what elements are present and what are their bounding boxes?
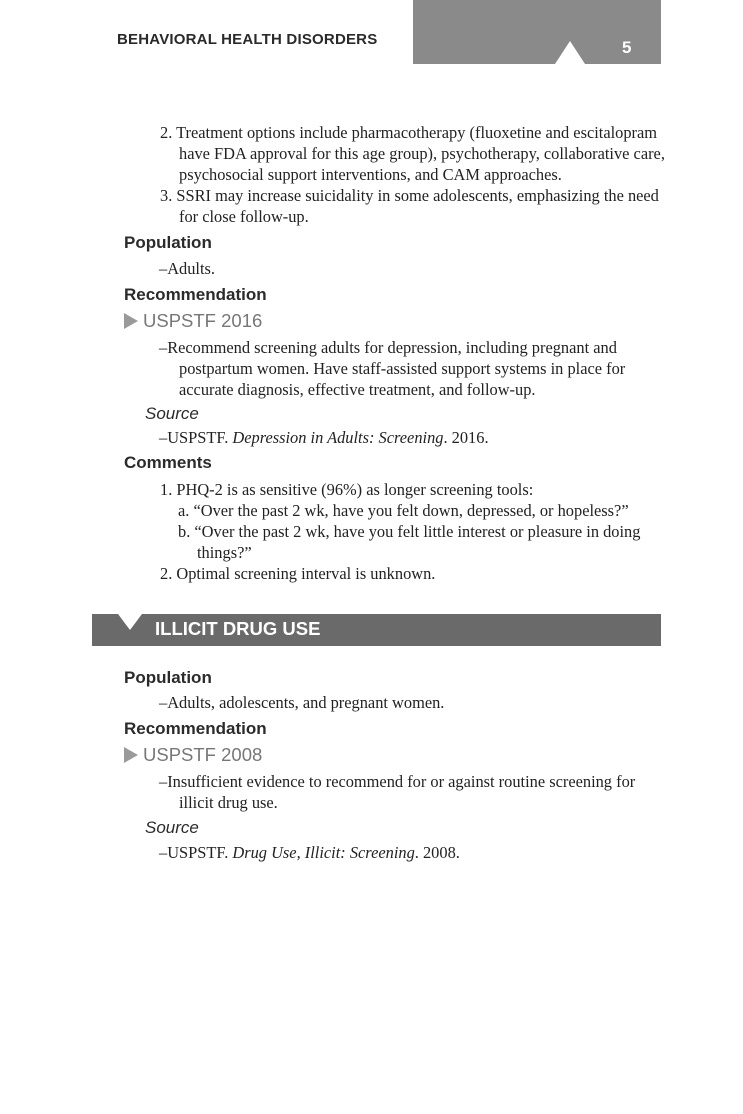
- page-number: 5: [622, 38, 632, 57]
- organization-name: USPSTF 2016: [143, 310, 263, 331]
- source-suffix: . 2016.: [443, 428, 489, 447]
- source-prefix: –USPSTF.: [159, 843, 233, 862]
- running-header-title: BEHAVIORAL HEALTH DISORDERS: [117, 31, 378, 48]
- population-text: –Adults.: [159, 259, 216, 278]
- organization-label: [124, 744, 262, 766]
- source-citation: [159, 842, 460, 863]
- source-citation: [159, 427, 489, 448]
- list-item: b. “Over the past 2 wk, have you felt little interest or pleasure in doing things?”: [178, 522, 641, 562]
- population-heading: Population: [124, 668, 212, 687]
- population-heading: Population: [124, 233, 212, 252]
- source-suffix: . 2008.: [414, 843, 460, 862]
- comments-heading: Comments: [124, 453, 212, 472]
- comments-list: [160, 479, 665, 584]
- population-text: –Adults, adolescents, and pregnant women.: [159, 693, 445, 712]
- section-title: ILLICIT DRUG USE: [155, 618, 321, 639]
- recommendation-paragraph: –Insufficient evidence to recommend for or against routine screening for illicit drug use.: [159, 772, 636, 812]
- header-notch-decoration: [555, 41, 585, 64]
- source-heading: Source: [145, 404, 199, 423]
- list-item: a. “Over the past 2 wk, have you felt down, depressed, or hopeless?”: [178, 501, 629, 520]
- list-item: 1. PHQ-2 is as sensitive (96%) as longer screening tools:: [160, 480, 534, 499]
- recommendation-text: [159, 771, 664, 813]
- list-item: 2. Optimal screening interval is unknown.: [160, 564, 436, 583]
- source-heading: Source: [145, 818, 199, 837]
- treatment-list: [160, 122, 665, 227]
- source-title: Drug Use, Illicit: Screening: [232, 843, 415, 862]
- organization-label: [124, 310, 262, 332]
- list-item: 3. SSRI may increase suicidality in some adolescents, emphasizing the need for close follow-up.: [160, 186, 659, 226]
- recommendation-heading: Recommendation: [124, 719, 267, 738]
- recommendation-heading: Recommendation: [124, 285, 267, 304]
- organization-name: USPSTF 2008: [143, 744, 263, 765]
- recommendation-text: [159, 337, 664, 400]
- triangle-bullet-icon: [124, 313, 138, 329]
- list-item: 2. Treatment options include pharmacotherapy (fluoxetine and escitalopram have FDA approval for this age group), psychotherapy, collaborative care, psychosocial support interventions, and CAM approaches.: [160, 123, 665, 184]
- triangle-bullet-icon: [124, 747, 138, 763]
- recommendation-paragraph: –Recommend screening adults for depression, including pregnant and postpartum women. Have staff-assisted support systems in place for accurate diagnosis, effective treatment, and follow-up.: [159, 338, 626, 399]
- source-title: Depression in Adults: Screening: [232, 428, 444, 447]
- section-notch-decoration: [118, 614, 142, 630]
- source-prefix: –USPSTF.: [159, 428, 233, 447]
